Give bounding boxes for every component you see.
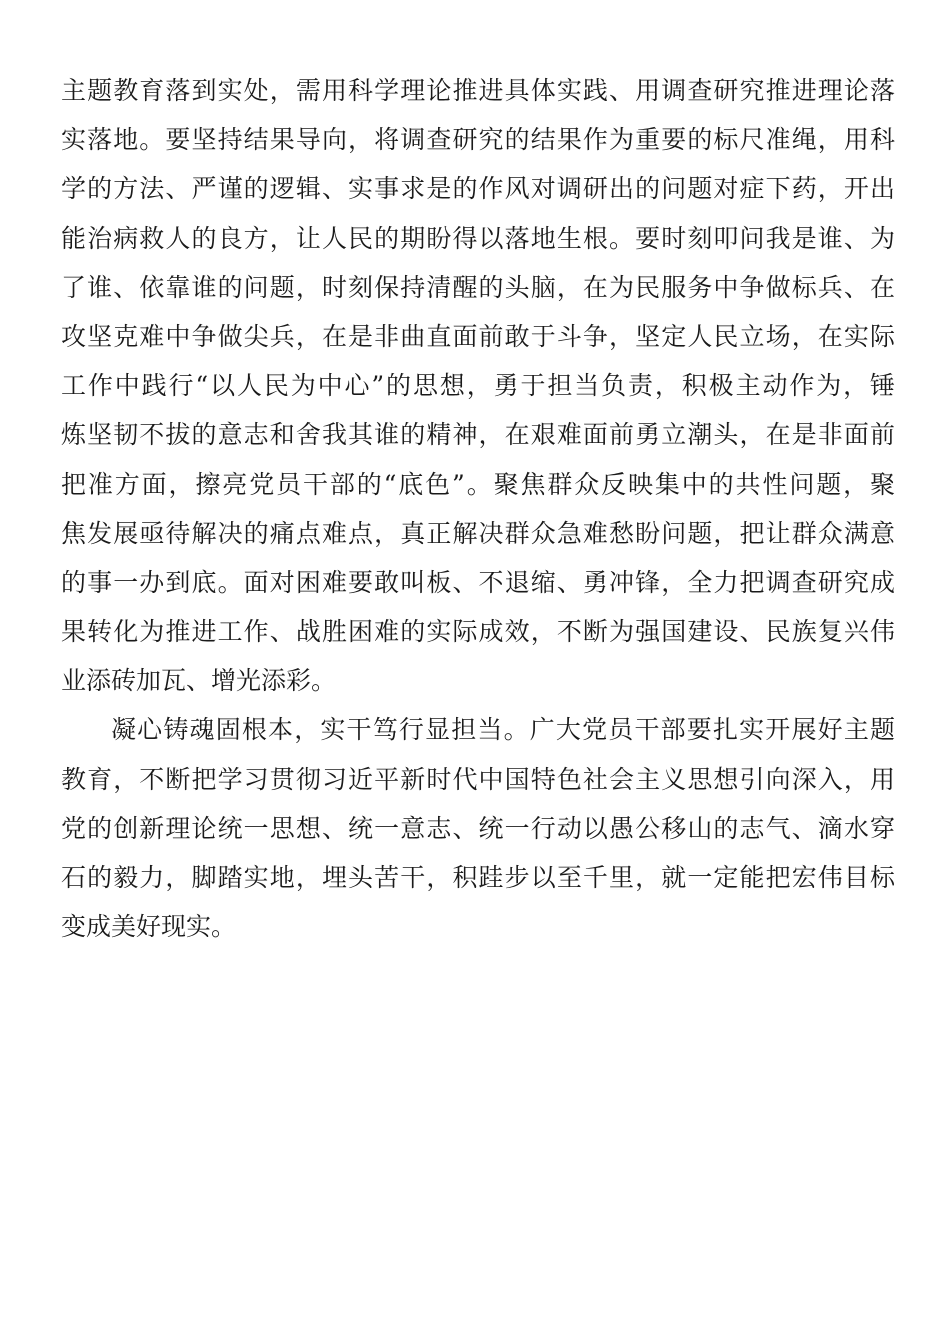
text-line: 能治病救人的良方，让人民的期盼得以落地生根。要时刻叩问我是谁、为 <box>61 223 895 253</box>
text-line: 主题教育落到实处，需用科学理论推进具体实践、用调查研究推进理论落 <box>61 76 895 105</box>
text-line: 党的创新理论统一思想、统一意志、统一行动以愚公移山的志气、滴水穿 <box>61 813 895 843</box>
text-line: 业添砖加瓦、增光添彩。 <box>61 666 337 696</box>
text-line: 石的毅力，脚踏实地，埋头苦干，积跬步以至千里，就一定能把宏伟目标 <box>61 863 895 892</box>
text-line: 果转化为推进工作、战胜困难的实际成效，不断为强国建设、民族复兴伟 <box>61 617 895 647</box>
text-line: 实落地。要坚持结果导向，将调查研究的结果作为重要的标尺准绳，用科 <box>61 125 895 155</box>
text-line: 工作中践行“以人民为中心”的思想，勇于担当负责，积极主动作为，锤 <box>61 371 895 401</box>
text-line: 变成美好现实。 <box>61 912 237 942</box>
text-line: 了谁、依靠谁的问题，时刻保持清醒的头脑，在为民服务中争做标兵、在 <box>61 272 895 302</box>
text-line: 教育，不断把学习贯彻习近平新时代中国特色社会主义思想引向深入，用 <box>61 764 895 794</box>
text-line: 学的方法、严谨的逻辑、实事求是的作风对调研出的问题对症下药，开出 <box>61 174 895 204</box>
document-body <box>61 66 895 951</box>
text-line: 凝心铸魂固根本，实干笃行显担当。广大党员干部要扎实开展好主题 <box>111 715 895 745</box>
text-line: 把准方面，擦亮党员干部的“底色”。聚焦群众反映集中的共性问题，聚 <box>61 469 895 499</box>
paragraph-1 <box>61 66 895 705</box>
paragraph-2 <box>61 705 895 951</box>
text-line: 的事一办到底。面对困难要敢叫板、不退缩、勇冲锋，全力把调查研究成 <box>61 567 895 597</box>
text-line: 攻坚克难中争做尖兵，在是非曲直面前敢于斗争，坚定人民立场，在实际 <box>61 321 895 351</box>
text-line: 炼坚韧不拔的意志和舍我其谁的精神，在艰难面前勇立潮头，在是非面前 <box>61 420 895 450</box>
text-line: 焦发展亟待解决的痛点难点，真正解决群众急难愁盼问题，把让群众满意 <box>61 518 895 548</box>
